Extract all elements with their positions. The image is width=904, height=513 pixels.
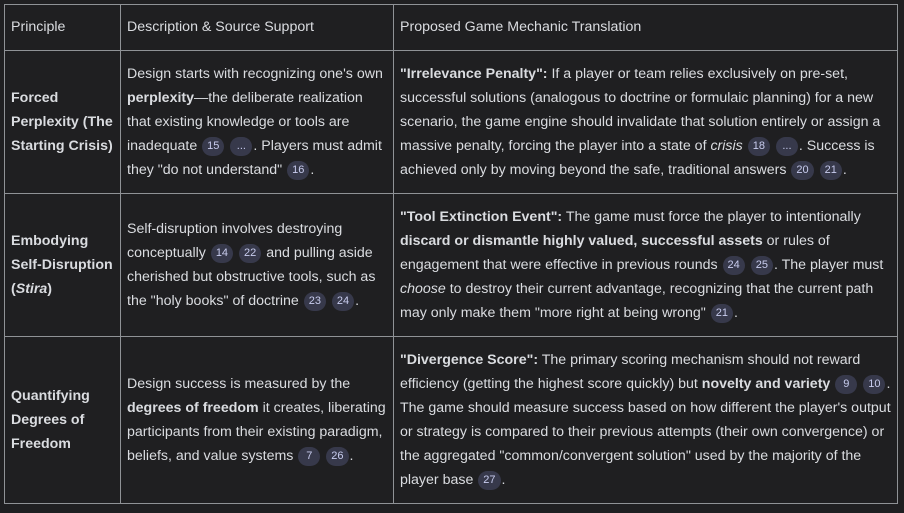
citation-chip[interactable]: 14 <box>211 244 233 263</box>
header-description: Description & Source Support <box>121 5 394 51</box>
description-cell: Self-disruption involves destroying conceptually 14 22 and pulling aside cherished but obstructive tools, such as the "holy books" of doctrine 23 24 . <box>121 193 394 336</box>
description-cell: Design starts with recognizing one's own perplexity—the deliberate realization that existing knowledge or tools are inadequate 15 ... . Players must admit they "do not understand" 16 . <box>121 50 394 193</box>
header-principle: Principle <box>5 5 121 51</box>
header-mechanic: Proposed Game Mechanic Translation <box>394 5 898 51</box>
citation-more-chip[interactable]: ... <box>776 137 798 156</box>
citation-chip[interactable]: 10 <box>863 375 885 394</box>
citation-chip[interactable]: 26 <box>326 447 348 466</box>
description-cell: Design success is measured by the degrees of freedom it creates, liberating participants from their existing paradigm, beliefs, and value systems 7 26 . <box>121 336 394 503</box>
citation-chip[interactable]: 25 <box>751 256 773 275</box>
header-row <box>5 5 898 51</box>
citation-chip[interactable]: 24 <box>332 292 354 311</box>
citation-chip[interactable]: 21 <box>820 161 842 180</box>
table-row <box>5 336 898 503</box>
mechanic-cell: "Irrelevance Penalty": If a player or team relies exclusively on pre-set, successful solutions (analogous to doctrine or formulaic planning) for a new scenario, the game engine should invalidate that solution entirely or assign a massive penalty, forcing the player into a state of crisis 18 ... . Success is achieved only by moving beyond the safe, traditional answers 20 21 . <box>394 50 898 193</box>
table-row <box>5 50 898 193</box>
citation-chip[interactable]: 24 <box>723 256 745 275</box>
principle-cell: Quantifying Degrees of Freedom <box>5 336 121 503</box>
principles-table <box>4 4 898 504</box>
citation-chip[interactable]: 20 <box>791 161 813 180</box>
citation-chip[interactable]: 7 <box>298 447 320 466</box>
citation-chip[interactable]: 23 <box>304 292 326 311</box>
citation-chip[interactable]: 16 <box>287 161 309 180</box>
principle-cell: Embodying Self-Disruption (Stira) <box>5 193 121 336</box>
citation-chip[interactable]: 21 <box>711 304 733 323</box>
mechanic-cell: "Divergence Score": The primary scoring mechanism should not reward efficiency (getting the highest score quickly) but novelty and variety 9 10 . The game should measure success based on how different the player's output or strategy is compared to their previous attempts (their own convergence) or the aggregated "common/convergent solution" used by the majority of the player base 27 . <box>394 336 898 503</box>
citation-chip[interactable]: 27 <box>478 471 500 490</box>
citation-chip[interactable]: 15 <box>202 137 224 156</box>
mechanic-cell: "Tool Extinction Event": The game must force the player to intentionally discard or dismantle highly valued, successful assets or rules of engagement that were effective in previous rounds 24 25 . The player must choose to destroy their current advantage, recognizing that the current path may only make them "more right at being wrong" 21 . <box>394 193 898 336</box>
principle-cell: Forced Perplexity (The Starting Crisis) <box>5 50 121 193</box>
citation-chip[interactable]: 9 <box>835 375 857 394</box>
citation-chip[interactable]: 22 <box>239 244 261 263</box>
citation-chip[interactable]: 18 <box>748 137 770 156</box>
citation-more-chip[interactable]: ... <box>230 137 252 156</box>
table-row <box>5 193 898 336</box>
